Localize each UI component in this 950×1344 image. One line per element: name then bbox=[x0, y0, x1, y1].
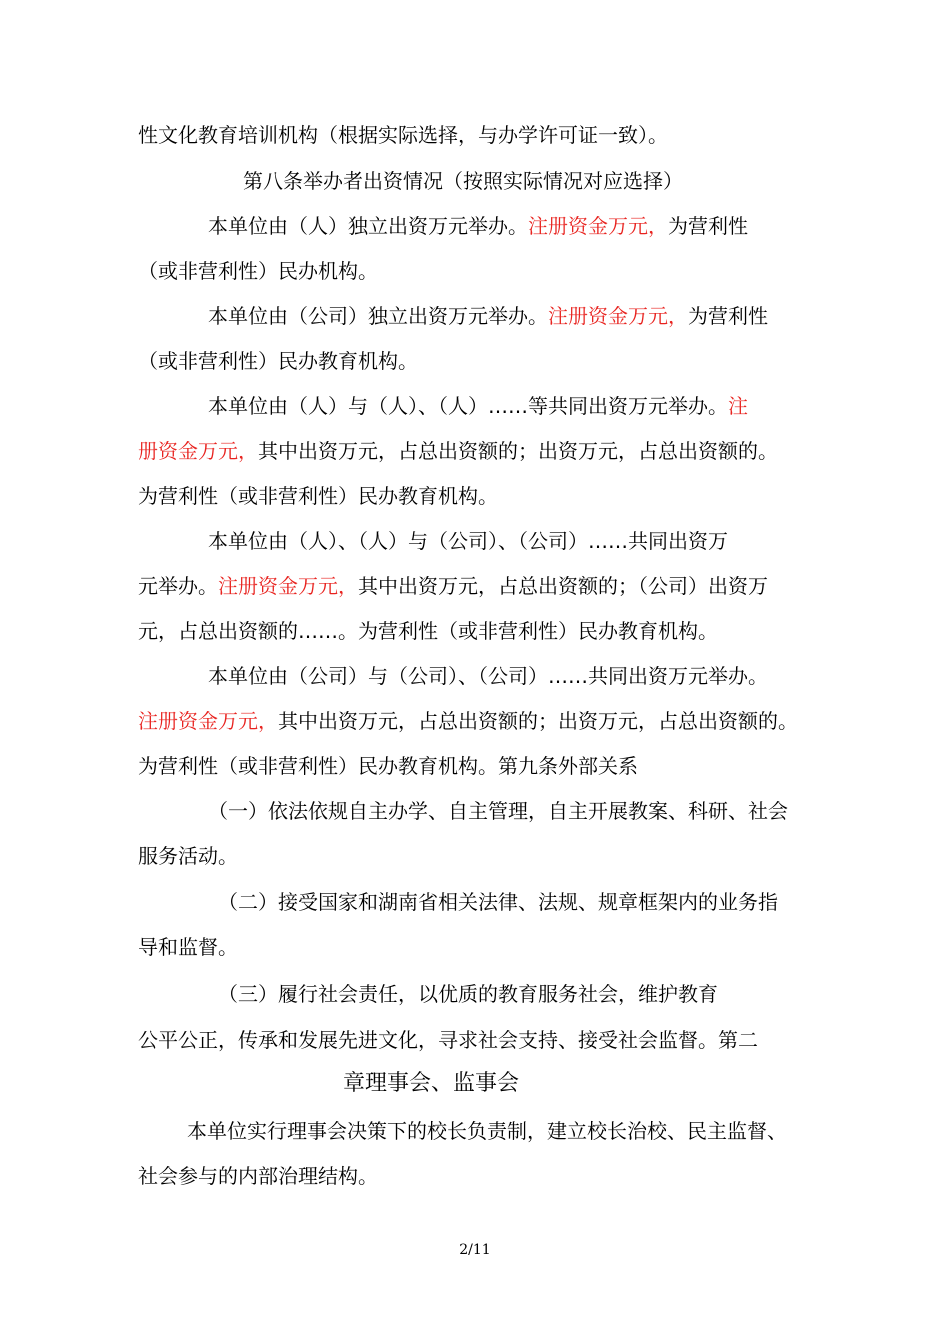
section-heading: 第八条举办者出资情况（按照实际情况对应选择） bbox=[243, 169, 683, 193]
highlighted-text: 注册资金万元， bbox=[548, 304, 688, 328]
text-line: 本单位由（公司）与（公司）、（公司）……共同出资万元举办。 bbox=[208, 664, 768, 688]
text-line bbox=[208, 302, 768, 330]
text-line bbox=[138, 572, 768, 600]
text-line: （或非营利性）民办机构。 bbox=[138, 259, 378, 283]
highlighted-text: 册资金万元， bbox=[138, 439, 258, 463]
text-line: 本单位实行理事会决策下的校长负责制，建立校长治校、民主监督、 bbox=[187, 1119, 787, 1143]
text-span: 其中出资万元，占总出资额的；出资万元，占总出资额的。 bbox=[258, 439, 778, 463]
text-line: （三）履行社会责任，以优质的教育服务社会，维护教育 bbox=[218, 982, 718, 1006]
text-span: 本单位由（公司）独立出资万元举办。 bbox=[208, 304, 548, 328]
text-line: 性文化教育培训机构（根据实际选择，与办学许可证一致）。 bbox=[138, 123, 668, 147]
text-line bbox=[208, 392, 748, 420]
highlighted-text: 注册资金万元， bbox=[218, 574, 358, 598]
text-line: 服务活动。 bbox=[138, 844, 238, 868]
text-line: 元，占总出资额的……。为营利性（或非营利性）民办教育机构。 bbox=[138, 619, 718, 643]
text-line: 本单位由（人）、（人）与（公司）、（公司）……共同出资万 bbox=[208, 529, 728, 553]
text-line: 导和监督。 bbox=[138, 935, 238, 959]
text-span: 为营利性 bbox=[688, 304, 768, 328]
highlighted-text: 注 bbox=[728, 394, 748, 418]
text-line bbox=[138, 437, 778, 465]
text-line: 公平公正，传承和发展先进文化，寻求社会支持、接受社会监督。第二 bbox=[138, 1028, 758, 1052]
text-line: 为营利性（或非营利性）民办教育机构。 bbox=[138, 484, 498, 508]
text-span: 其中出资万元，占总出资额的；出资万元，占总出资额的。 bbox=[278, 709, 798, 733]
chapter-heading: 章理事会、监事会 bbox=[343, 1071, 520, 1096]
highlighted-text: 注册资金万元， bbox=[138, 709, 278, 733]
text-line bbox=[138, 707, 798, 735]
text-line: （或非营利性）民办教育机构。 bbox=[138, 349, 418, 373]
text-line: 为营利性（或非营利性）民办教育机构。第九条外部关系 bbox=[138, 754, 638, 778]
text-line: （二）接受国家和湖南省相关法律、法规、规章框架内的业务指 bbox=[218, 890, 778, 914]
text-span: 其中出资万元，占总出资额的；（公司）出资万 bbox=[358, 574, 768, 598]
text-span: 本单位由（人）独立出资万元举办。 bbox=[208, 214, 528, 238]
text-line: 社会参与的内部治理结构。 bbox=[138, 1164, 378, 1188]
text-span: 元举办。 bbox=[138, 574, 218, 598]
text-span: 为营利性 bbox=[668, 214, 748, 238]
text-span: 本单位由（人）与（人）、（人）……等共同出资万元举办。 bbox=[208, 394, 728, 418]
text-line: （一）依法依规自主办学、自主管理，自主开展教案、科研、社会 bbox=[208, 799, 788, 823]
text-line bbox=[208, 212, 748, 240]
page-number: 2/11 bbox=[459, 1242, 491, 1258]
highlighted-text: 注册资金万元， bbox=[528, 214, 668, 238]
